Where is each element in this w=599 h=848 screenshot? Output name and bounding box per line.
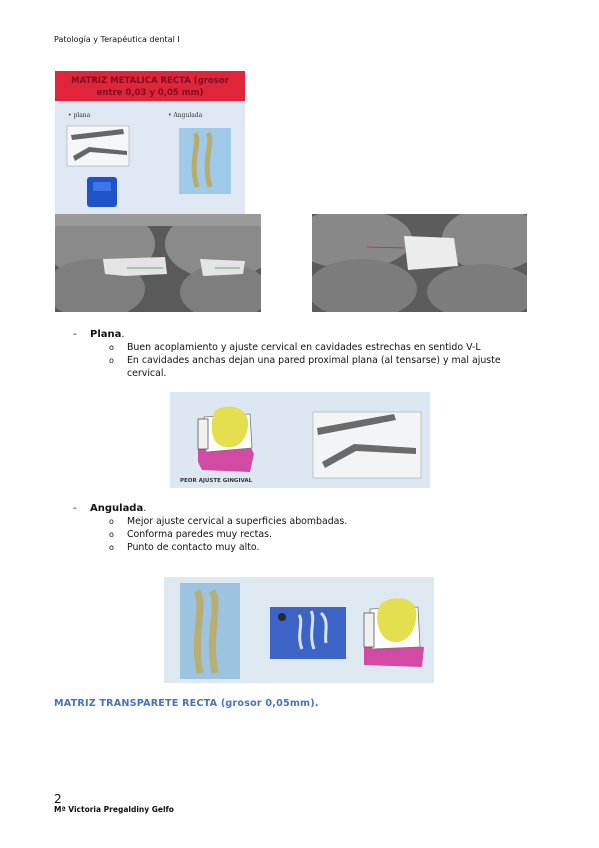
page-number: 2 (54, 792, 62, 806)
slide-title-line1: MATRIZ METALICA RECTA (grosor (71, 76, 229, 86)
slide-label-angulada: • Angulada (168, 112, 203, 119)
radiograph-right-image (312, 214, 527, 312)
section-plana-label: Plana (90, 329, 122, 340)
slide-label-plana: • plana (68, 112, 91, 119)
slide-plana-fit-image (170, 392, 430, 488)
slide-title-line2: entre 0,03 y 0,05 mm) (96, 88, 204, 98)
page-author: Mª Victoria Pregaldiny Gelfo (54, 805, 174, 814)
slide-angulada-image (164, 577, 434, 683)
page-header: Patología y Terapéutica dental I (54, 35, 180, 44)
section-angulada-label: Angulada (90, 503, 144, 514)
radiograph-left-image (55, 214, 261, 312)
slide-metal-matrix-image (55, 71, 245, 214)
slide-caption: PEOR AJUSTE GINGIVAL (180, 478, 253, 484)
next-section-heading: MATRIZ TRANSPARETE RECTA (grosor 0,05mm). (54, 698, 319, 709)
